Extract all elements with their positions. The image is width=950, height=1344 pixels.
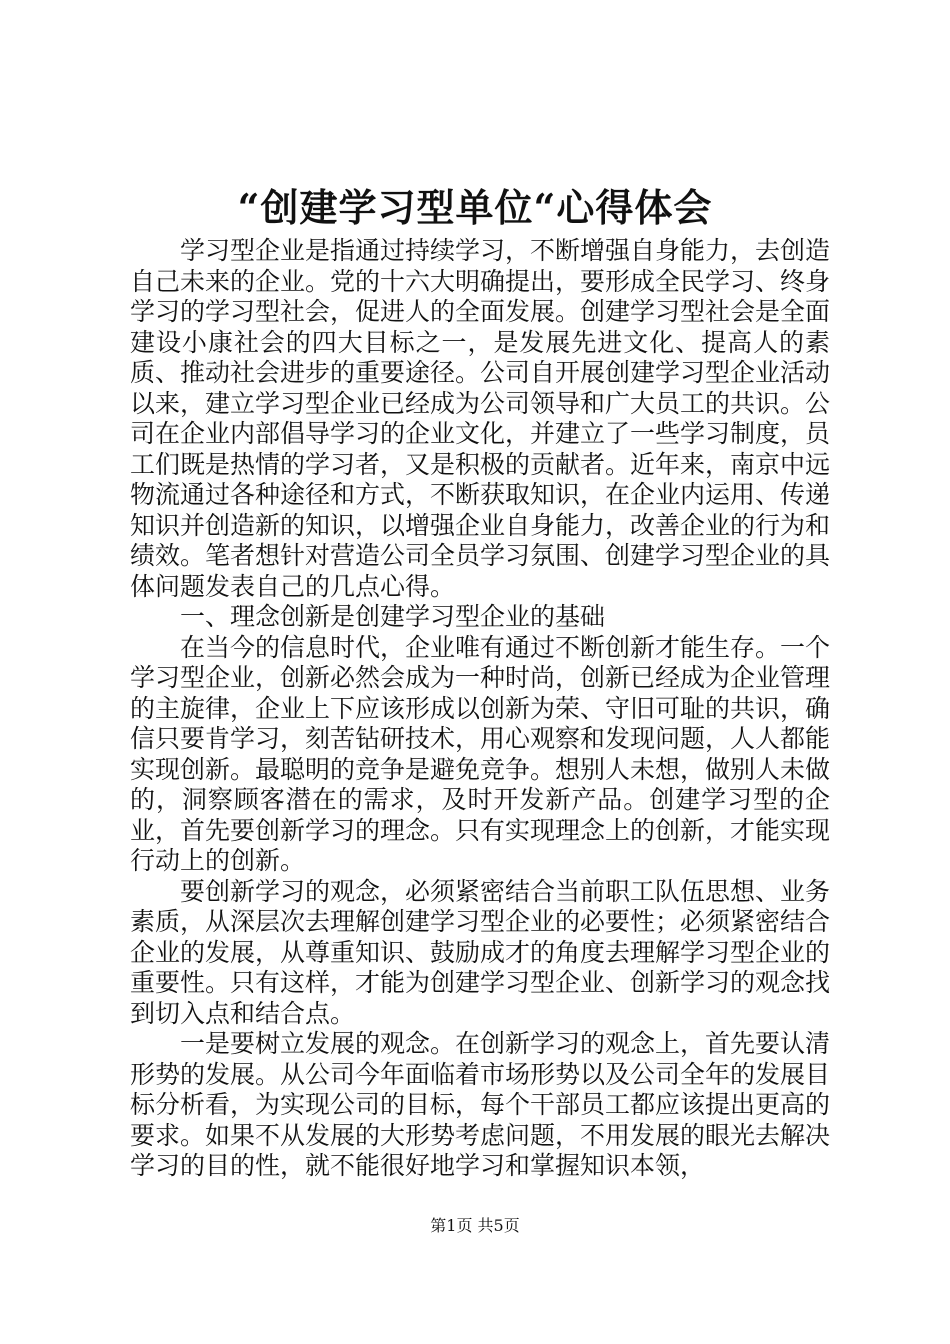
paragraph-development: 一是要树立发展的观念。在创新学习的观念上，首先要认清形势的发展。从公司今年面临着市场形势以及公司全年的发展目标分析看，为实现公司的目标，每个干部员工都应该提出更高的要求。如果不从发展的大形势考虑问题，不用发展的眼光去解决学习的目的性，就不能很好地学习和掌握知识本领， (130, 1029, 831, 1180)
paragraph-intro: 学习型企业是指通过持续学习，不断增强自身能力，去创造自己未来的企业。党的十六大明确提出，要形成全民学习、终身学习的学习型社会，促进人的全面发展。创建学习型社会是全面建设小康社会的四大目标之一，是发展先进文化、提高人的素质、推动社会进步的重要途径。公司自开展创建学习型企业活动以来，建立学习型企业已经成为公司领导和广大员工的共识。公司在企业内部倡导学习的企业文化，并建立了一些学习制度，员工们既是热情的学习者，又是积极的贡献者。近年来，南京中远物流通过各种途径和方式，不断获取知识，在企业内运用、传递知识并创造新的知识，以增强企业自身能力，改善企业的行为和绩效。笔者想针对营造公司全员学习氛围、创建学习型企业的具体问题发表自己的几点心得。 (130, 236, 831, 601)
section-heading: 一、理念创新是创建学习型企业的基础 (180, 602, 606, 631)
page-footer: 第1页 共5页 (430, 1216, 520, 1235)
paragraph-innovation: 在当今的信息时代，企业唯有通过不断创新才能生存。一个学习型企业，创新必然会成为一种时尚，创新已经成为企业管理的主旋律，企业上下应该形成以创新为荣、守旧可耻的共识，确信只要肯学习，刻苦钻研技术，用心观察和发现问题，人人都能实现创新。最聪明的竞争是避免竞争。想别人未想，做别人未做的，洞察顾客潜在的需求，及时开发新产品。创建学习型的企业，首先要创新学习的理念。只有实现理念上的创新，才能实现行动上的创新。 (130, 632, 831, 875)
paragraph-concept: 要创新学习的观念，必须紧密结合当前职工队伍思想、业务素质，从深层次去理解创建学习型企业的必要性；必须紧密结合企业的发展，从尊重知识、鼓励成才的角度去理解学习型企业的重要性。只有这样，才能为创建学习型企业、创新学习的观念找到切入点和结合点。 (130, 876, 831, 1028)
document-body (130, 236, 830, 1182)
document-title: “创建学习型单位“心得体会 (237, 185, 713, 230)
